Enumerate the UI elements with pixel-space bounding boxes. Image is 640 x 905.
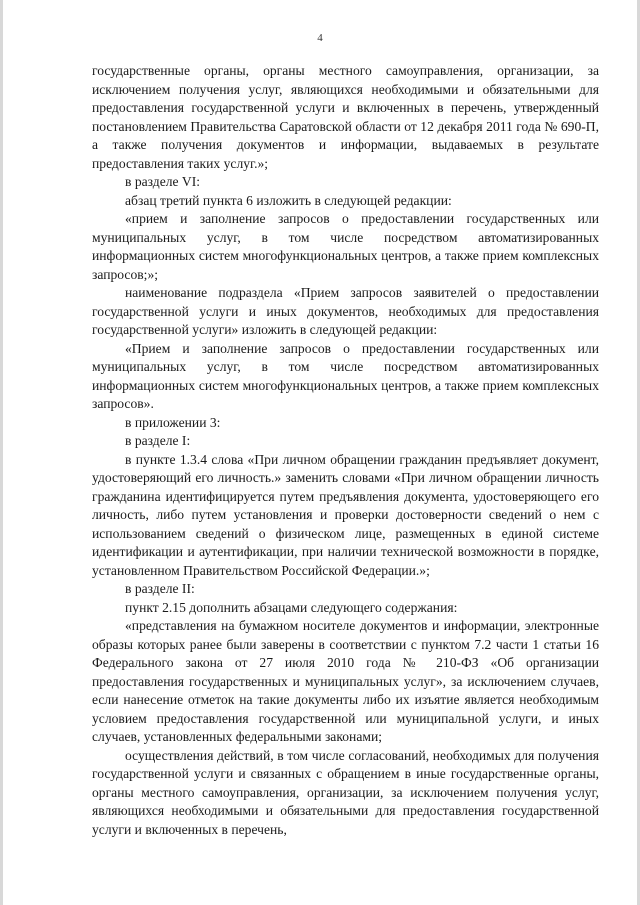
paragraph: пункт 2.15 дополнить абзацами следующего содержания: [125, 599, 458, 615]
document-body [92, 62, 599, 839]
paragraph: в разделе I: [125, 433, 191, 448]
paragraph: в пункте 1.3.4 слова «При личном обращении гражданин предъявляет документ, удостоверяющий его личность.» заменить словами «При личном обращении личность гражданина идентифицируется путем предъявления документа, удостоверяющего его личность, либо путем установления и проверки достоверности сведений о нем с использованием сведений о физическом лице, размещенных в единой системе идентификации и аутентификации, при наличии технической возможности в порядке, установленном Правительством Российской Федерации.»; [92, 451, 599, 578]
paragraph: «представления на бумажном носителе документов и информации, электронные образы которых ранее были заверены в соответствии с пунктом 7.2 части 1 статьи 16 Федерального закона от 27 июля 2010 года № 210-ФЗ «Об организации предоставления государственных и муниципальных услуг», за исключением случаев, если нанесение отметок на такие документы либо их изъятие является необходимым условием предоставления государственной или муниципальной услуги, и иных случаев, установленных федеральными законами; [92, 618, 599, 744]
scan-edge-left [0, 0, 3, 905]
paragraph: в разделе II: [125, 581, 195, 596]
paragraph: государственные органы, органы местного самоуправления, организации, за исключением получения услуг, являющихся необходимыми и обязательными для предоставления государственной услуги и включенных в перечень, утвержденный постановлением Правительства Саратовской области от 12 декабря 2011 года № 690-П, а также получения документов и информации, выдаваемых в результате предоставления таких услуг.»; [92, 63, 599, 171]
paragraph: в приложении 3: [125, 414, 221, 430]
paragraph: наименование подраздела «Прием запросов заявителей о предоставлении государственной услуги и иных документов, необходимых для предоставления государственной услуги» изложить в следующей редакции: [92, 285, 599, 337]
page-number: 4 [317, 32, 323, 44]
paragraph: осуществления действий, в том числе согласований, необходимых для получения государственной услуги и связанных с обращением в иные государственные органы, органы местного самоуправления, организации, за исключением получения услуг, являющихся необходимыми и обязательными для предоставления государственной услуги и включенных в перечень, [92, 747, 599, 837]
paragraph: в разделе VI: [125, 174, 201, 189]
paragraph: «прием и заполнение запросов о предоставлении государственных или муниципальных услуг, в том числе посредством автоматизированных информационных систем многофункциональных центров, а также прием комплексных запросов;»; [92, 211, 599, 282]
paragraph: «Прием и заполнение запросов о предоставлении государственных или муниципальных услуг, в том числе посредством автоматизированных информационных систем многофункциональных центров, а также прием комплексных запросов». [92, 340, 599, 411]
paragraph: абзац третий пункта 6 изложить в следующей редакции: [125, 192, 452, 208]
